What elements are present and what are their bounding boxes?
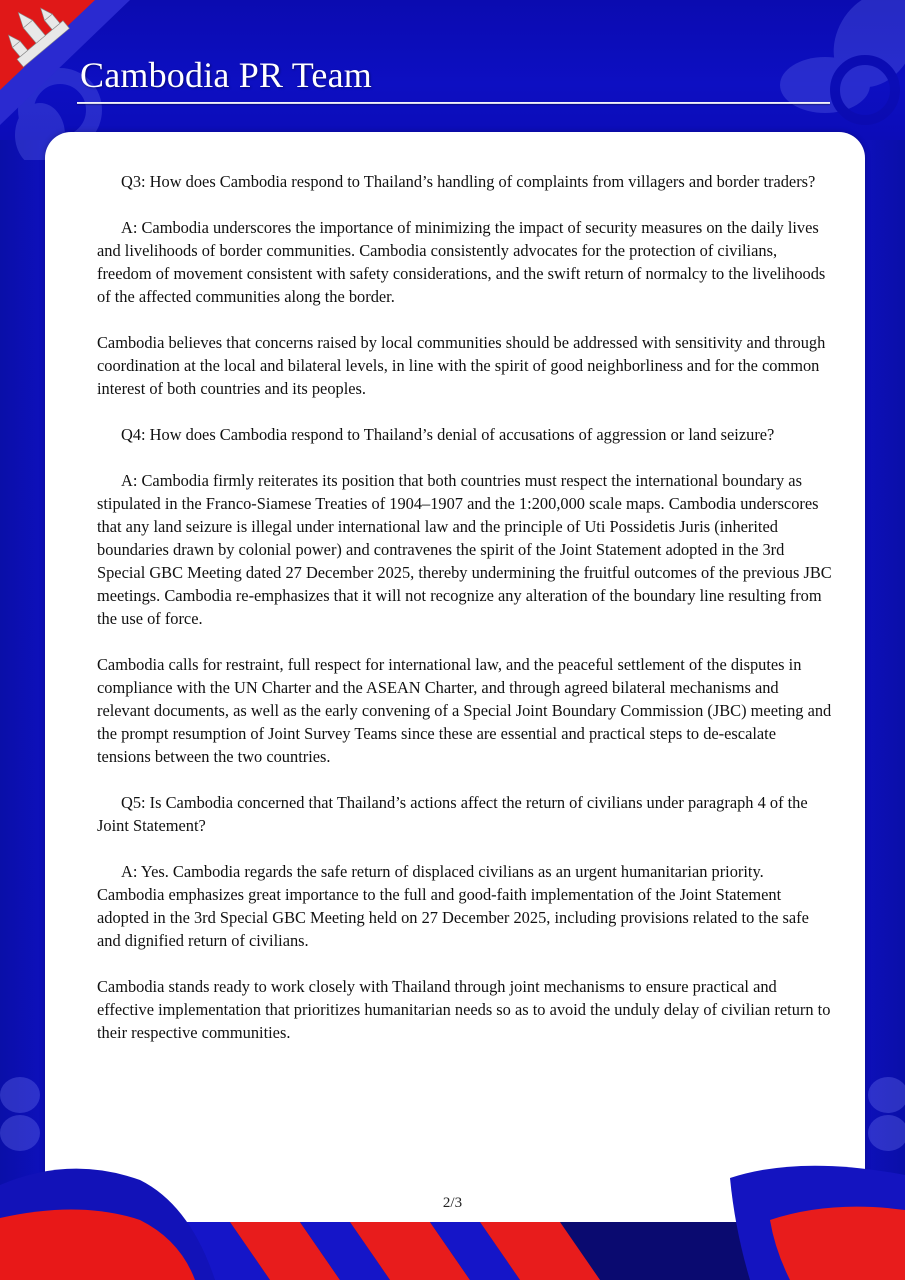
- flag-ribbon-decoration: [0, 1160, 905, 1280]
- lotus-decoration-top-right-icon: [775, 0, 905, 140]
- title-underline: [77, 102, 830, 104]
- page-number: 2/3: [442, 1195, 463, 1211]
- page-title: Cambodia PR Team: [80, 55, 372, 95]
- answer-q4: A: Cambodia firmly reiterates its position that both countries must respect the international boundary as stipulated in the Franco-Siamese Treaties of 1904–1907 and the 1:200,000 scale maps. Cambodia underscores that any land seizure is illegal under international law and the principle of Uti Possidetis Juris (inherited boundaries drawn by colonial power) and contravenes the spirit of the Joint Statement adopted in the 3rd Special GBC Meeting dated 27 December 2025, thereby undermining the fruitful outcomes of the previous JBC meetings. Cambodia re-emphasizes that it will not recognize any alteration of the boundary line resulting from the use of force.: [97, 471, 832, 628]
- document-body: [97, 170, 832, 1067]
- answer-q5-continued: Cambodia stands ready to work closely with Thailand through joint mechanisms to ensure practical and effective implementation that prioritizes humanitarian needs so as to avoid the unduly delay of civilian return to their respective communities.: [97, 977, 831, 1042]
- lotus-decoration-left-icon: [0, 1075, 45, 1155]
- answer-q3: A: Cambodia underscores the importance of minimizing the impact of security measures on the daily lives and livelihoods of border communities. Cambodia consistently advocates for the protection of civilians, freedom of movement consistent with safety considerations, and the swift return of normalcy to the livelihoods of the affected communities along the border.: [97, 218, 826, 306]
- question-q4: Q4: How does Cambodia respond to Thailand’s denial of accusations of aggression or land seizure?: [121, 425, 775, 444]
- lotus-decoration-right-icon: [860, 1075, 905, 1155]
- answer-q3-continued: Cambodia believes that concerns raised by local communities should be addressed with sensitivity and through coordination at the local and bilateral levels, in line with the spirit of good neighborliness and for the common interest of both countries and its peoples.: [97, 333, 826, 398]
- question-q3: Q3: How does Cambodia respond to Thailand’s handling of complaints from villagers and border traders?: [121, 172, 816, 191]
- answer-q5: A: Yes. Cambodia regards the safe return of displaced civilians as an urgent humanitarian priority. Cambodia emphasizes great importance to the full and good-faith implementation of the Joint Statement adopted in the 3rd Special GBC Meeting held on 27 December 2025, including provisions related to the safe and dignified return of civilians.: [97, 862, 809, 950]
- question-q5: Q5: Is Cambodia concerned that Thailand’s actions affect the return of civilians under paragraph 4 of the Joint Statement?: [97, 793, 808, 835]
- answer-q4-continued: Cambodia calls for restraint, full respect for international law, and the peaceful settlement of the disputes in compliance with the UN Charter and the ASEAN Charter, and through agreed bilateral mechanisms and relevant documents, as well as the early convening of a Special Joint Boundary Commission (JBC) meeting and the prompt resumption of Joint Survey Teams since these are essential and practical steps to de-escalate tensions between the two countries.: [97, 655, 832, 766]
